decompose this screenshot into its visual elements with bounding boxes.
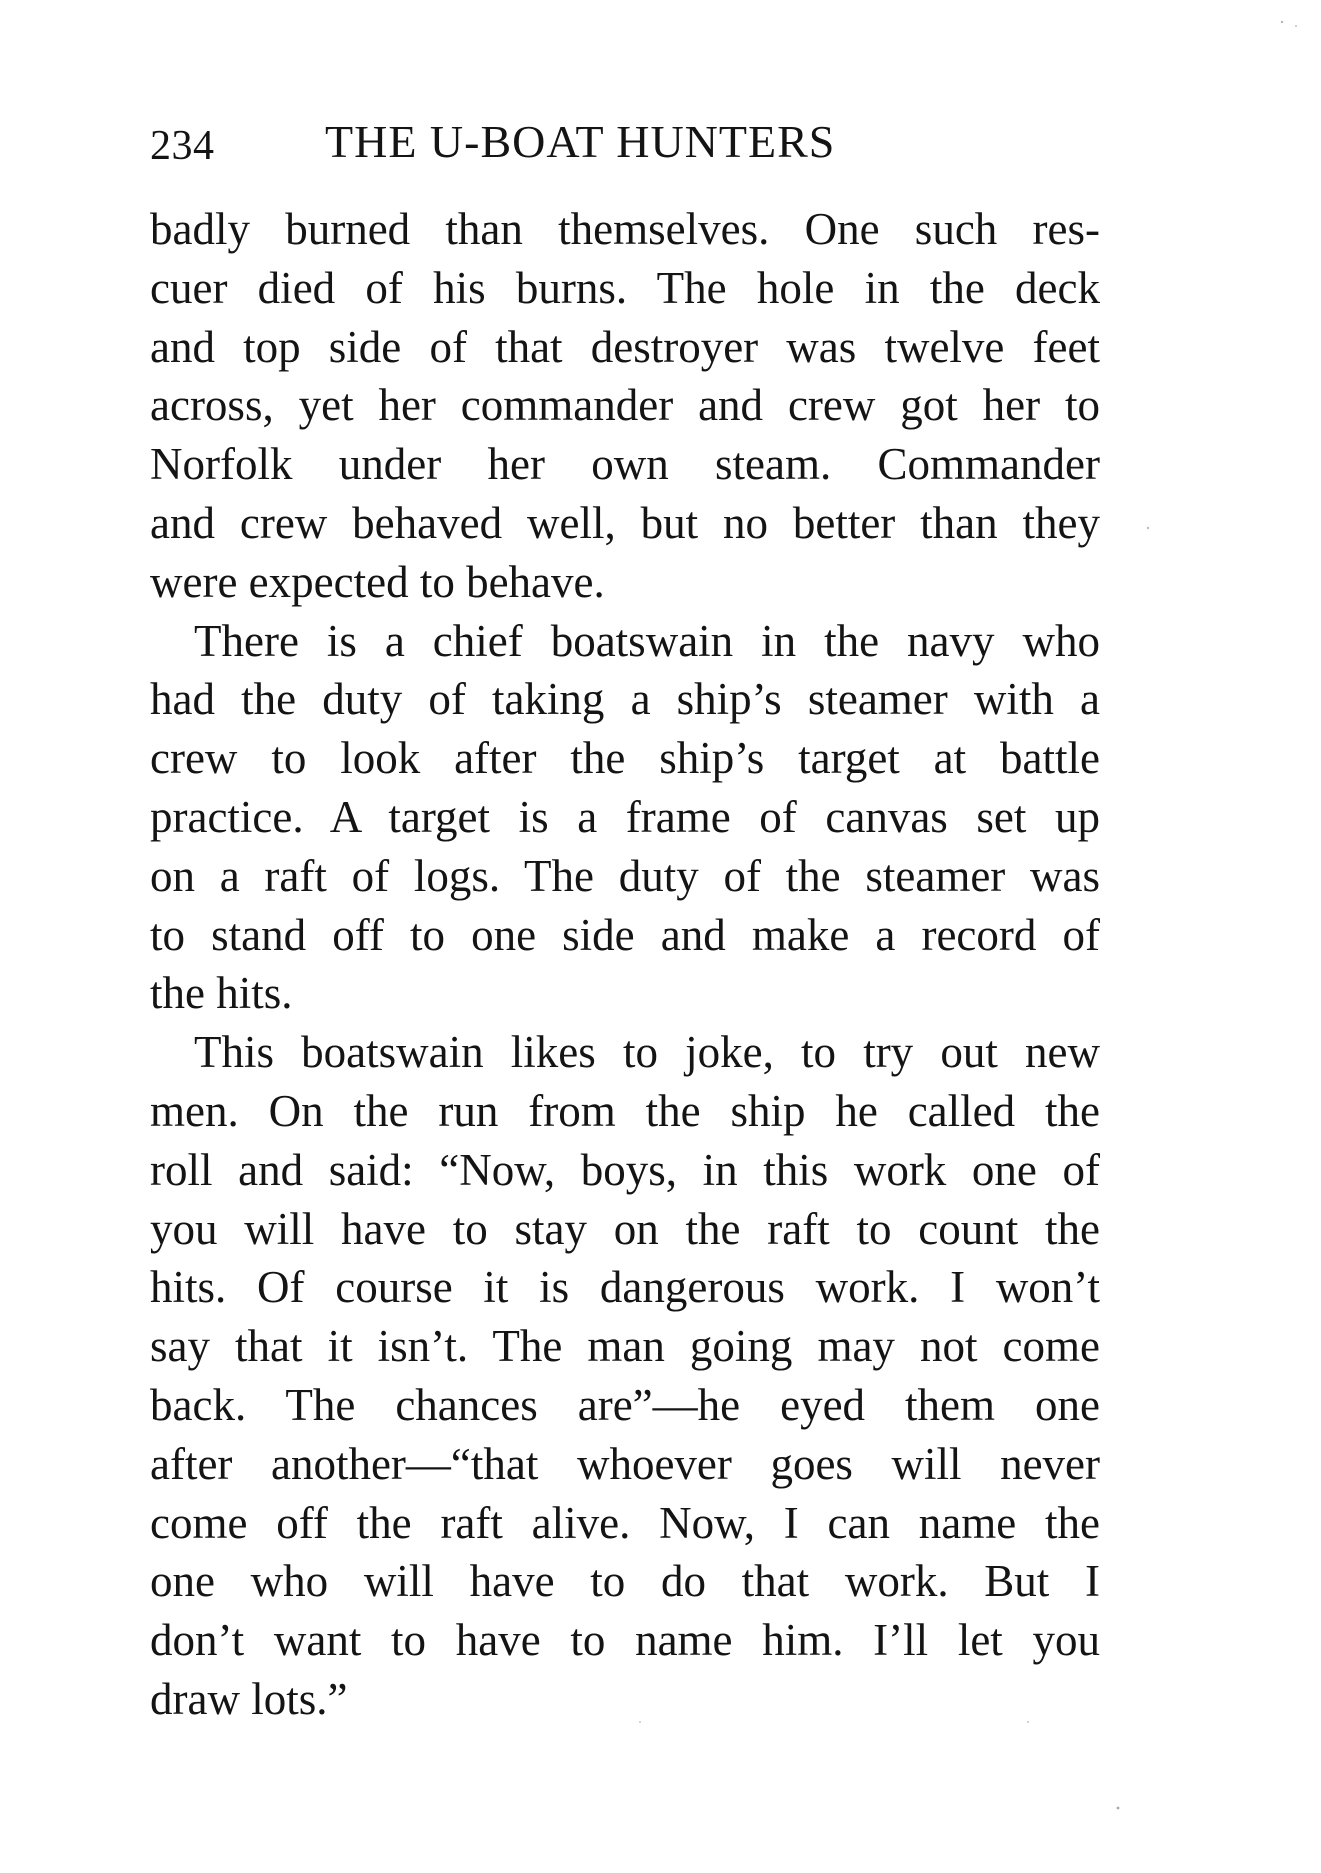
text-line: on a raft of logs. The duty of the steamer was	[150, 850, 1100, 901]
text-line: men. On the run from the ship he called the	[150, 1085, 1100, 1136]
text-line: one who will have to do that work. But I	[150, 1556, 1100, 1607]
text-line: after another—“that whoever goes will never	[150, 1438, 1100, 1489]
text-line: practice. A target is a frame of canvas set up	[150, 791, 1100, 842]
text-line: crew to look after the ship’s target at battle	[150, 733, 1100, 784]
text-line: draw lots.”	[150, 1673, 348, 1724]
text-line: the hits.	[150, 968, 293, 1019]
text-line: had the duty of taking a ship’s steamer with a	[150, 674, 1100, 725]
text-line: to stand off to one side and make a record of	[150, 909, 1100, 960]
text-line: hits. Of course it is dangerous work. I won’t	[150, 1262, 1100, 1313]
text-line: badly burned than themselves. One such res-	[150, 204, 1100, 254]
text-line: say that it isn’t. The man going may not come	[150, 1321, 1100, 1372]
text-line: roll and said: “Now, boys, in this work one of	[150, 1144, 1100, 1195]
text-line: across, yet her commander and crew got her to	[150, 380, 1100, 431]
text-line: you will have to stay on the raft to count the	[150, 1203, 1100, 1254]
scan-speck	[1295, 25, 1297, 27]
page-number: 234	[150, 123, 215, 169]
scan-speck	[1117, 1807, 1120, 1810]
text-line: Norfolk under her own steam. Commander	[150, 439, 1100, 490]
paragraph-start-line: This boatswain likes to joke, to try out new	[194, 1027, 1100, 1078]
body-text	[150, 200, 1100, 1729]
scan-speck	[1147, 527, 1149, 529]
text-line: and top side of that destroyer was twelve feet	[150, 321, 1100, 372]
text-line: cuer died of his burns. The hole in the deck	[150, 262, 1100, 313]
text-line: were expected to behave.	[150, 556, 605, 607]
scan-speck	[1281, 21, 1283, 23]
running-head	[150, 112, 1110, 172]
paragraph-start-line: There is a chief boatswain in the navy who	[194, 615, 1100, 666]
text-line: back. The chances are”—he eyed them one	[150, 1379, 1100, 1430]
text-line: don’t want to have to name him. I’ll let you	[150, 1615, 1100, 1666]
text-line: come off the raft alive. Now, I can name the	[150, 1497, 1100, 1548]
running-title: THE U-BOAT HUNTERS	[325, 116, 836, 167]
text-line: and crew behaved well, but no better than they	[150, 497, 1100, 548]
